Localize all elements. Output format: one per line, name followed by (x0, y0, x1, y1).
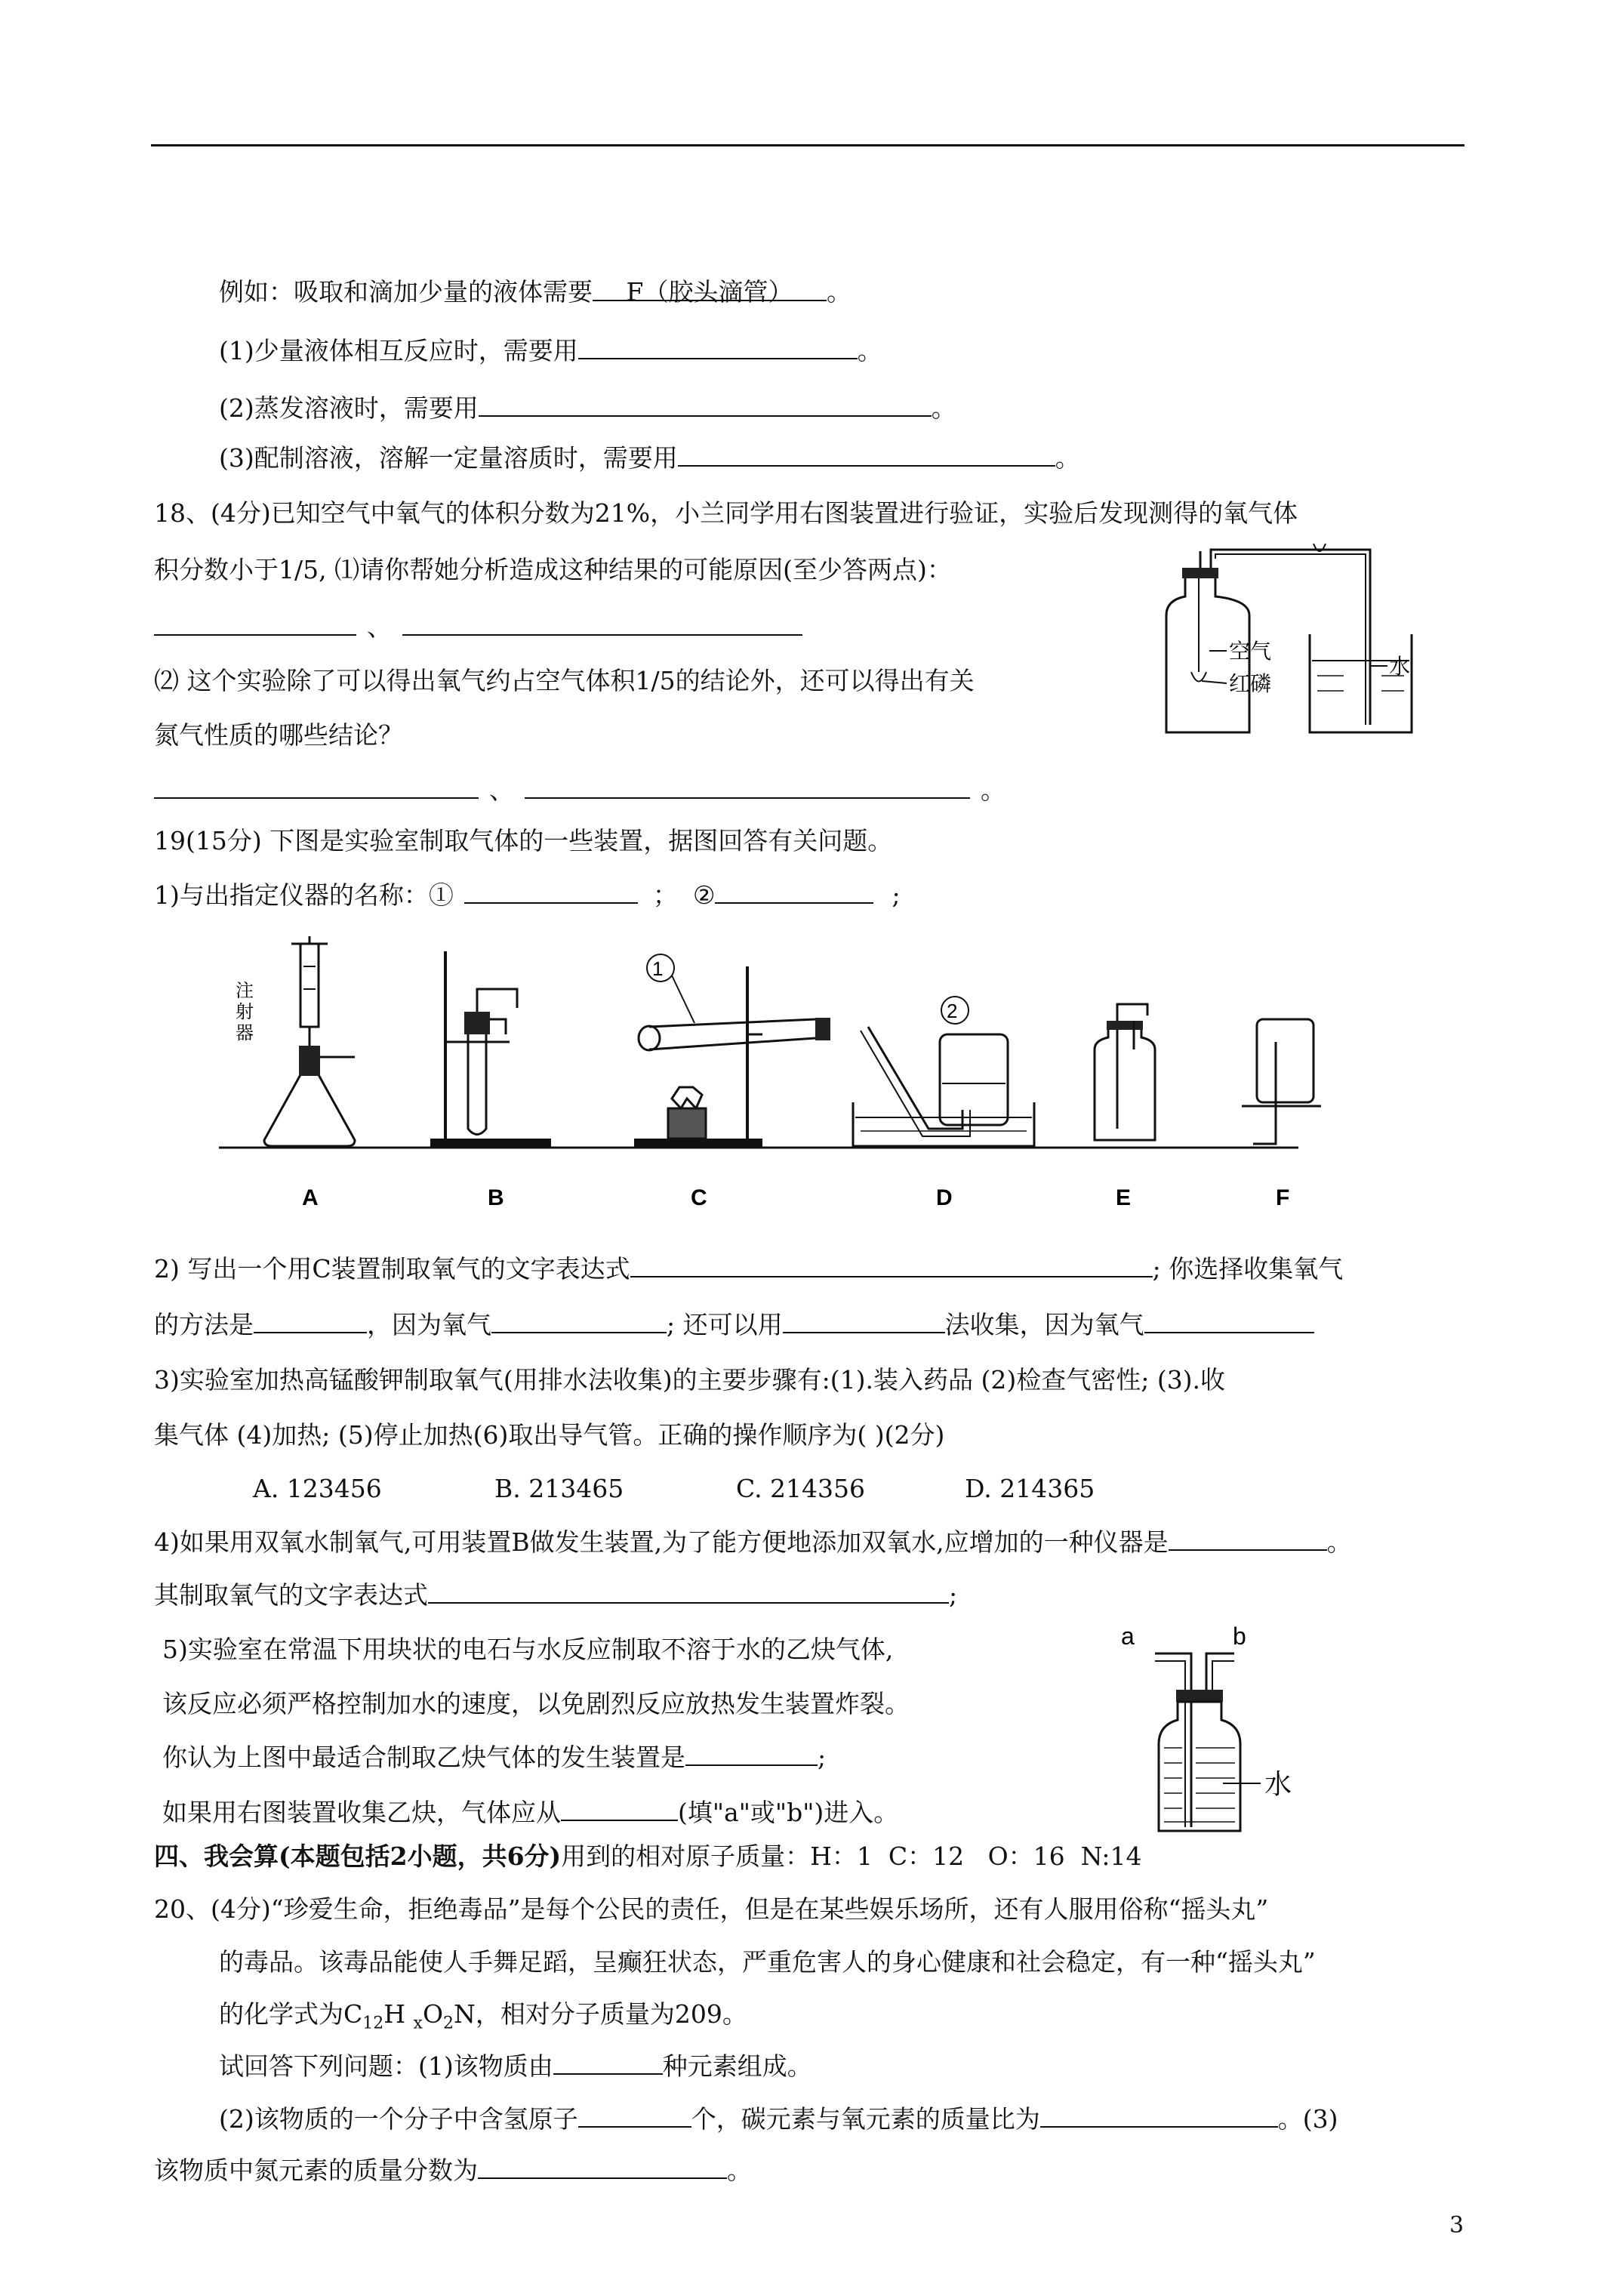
apparatus-label-F: F (1276, 1185, 1290, 1210)
q19-part2-text-c: 的方法是 (154, 1310, 254, 1339)
q20-formula-line (219, 1998, 747, 2041)
apparatus-label-A: A (302, 1185, 319, 1210)
q18-line2: 积分数小于1/5, ⑴请你帮她分析造成这种结果的可能原因(至少答两点)： (154, 555, 952, 584)
q19-option-b: B. 213465 (494, 1474, 624, 1503)
q18-sep2: 、 (489, 775, 514, 805)
q19-part2-line1 (154, 1252, 1343, 1286)
q17-example-end: 。 (827, 277, 852, 307)
q18-line4: ⑵ 这个实验除了可以得出氧气约占空气体积1/5的结论外，还可以得出有关 (154, 666, 975, 695)
apparatus-F (1242, 1019, 1321, 1210)
q19-part5-text-c: 你认为上图中最适合制取乙炔气体的发生装置是 (162, 1743, 685, 1772)
q19-option-c: C. 214356 (736, 1474, 866, 1503)
q18-end: 。 (981, 775, 1006, 805)
q18-conclusion2-blank[interactable] (525, 773, 970, 799)
q19-part2-line2 (154, 1308, 1314, 1342)
q19-part1-end: ; (892, 880, 901, 910)
section4-heading-line (154, 1840, 1141, 1873)
q19-extra-instrument-blank[interactable] (1169, 1525, 1327, 1551)
q19-part4-line1 (154, 1525, 1352, 1559)
q19-collection-bottle-figure (1117, 1616, 1313, 1835)
q17-item3-end: 。 (1055, 443, 1080, 473)
q18-fig-air-label: 空气 (1229, 639, 1272, 663)
q19-part2-text-b: ; 你选择收集氧气 (1152, 1254, 1344, 1284)
q19-part3-line1: 3)实验室加热高锰酸钾制取氧气(用排水法收集)的主要步骤有:(1).装入药品 (2)检查气密性; (3).收 (154, 1365, 1226, 1395)
q17-item1-blank[interactable] (578, 334, 858, 359)
q18-line1: 18、(4分)已知空气中氧气的体积分数为21%，小兰同学用右图装置进行验证，实验后发现测得的氧气体 (154, 498, 1298, 528)
q19-alt-reason-blank[interactable] (1144, 1308, 1314, 1333)
q18-apparatus-figure (1155, 544, 1480, 747)
q19-alt-method-blank[interactable] (783, 1308, 945, 1333)
apparatus-label-B: B (488, 1185, 504, 1210)
q19-method-blank[interactable] (254, 1308, 367, 1333)
section4-heading: 四、我会算(本题包括2小题，共6分) (154, 1841, 562, 1871)
q20-line6-post: 。 (727, 2156, 752, 2185)
q20-line2: 的毒品。该毒品能使人手舞足蹈，呈癫狂状态，严重危害人的身心健康和社会稳定，有一种“摇头丸” (219, 1947, 1316, 1977)
syringe-label-char2: 射 (236, 1002, 254, 1022)
q20-formula-post: N，相对分子质量为209。 (454, 1999, 747, 2029)
apparatus-B (430, 951, 551, 1210)
q19-part4-end-a: 。 (1326, 1527, 1352, 1557)
q20-line1: 20、(4分)“珍爱生命，拒绝毒品”是每个公民的责任，但是在某些娱乐场所，还有人服用俗称“摇头丸” (154, 1894, 1269, 1924)
q20-formula-text: 的化学式为C (219, 1999, 363, 2029)
q19-part2-text-e: ; 还可以用 (667, 1310, 783, 1339)
q20-x-subscript: x (413, 2014, 423, 2033)
q19-part5-text-d: 如果用右图装置收集乙炔，气体应从 (162, 1798, 561, 1827)
q17-item1-text: (1)少量液体相互反应时，需要用 (219, 336, 578, 365)
q19-part5-line2: 该反应必须严格控制加水的速度，以免剧烈反应放热发生装置炸裂。 (162, 1689, 910, 1718)
q19-part4-text-b: 其制取氧气的文字表达式 (154, 1580, 428, 1610)
q18-sep: 、 (367, 612, 392, 642)
q19-part1-sep: ； (652, 880, 678, 910)
q19-part2-text-a: 2) 写出一个用C装置制取氧气的文字表达式 (154, 1254, 630, 1284)
q18-conclusions (154, 773, 1006, 807)
q20-line6-text: 该物质中氮元素的质量分数为 (154, 2156, 478, 2185)
fig2-water-label: 水 (1264, 1768, 1292, 1799)
q19-apparatus-figure (219, 936, 1321, 1216)
apparatus-D (853, 997, 1034, 1210)
page-number: 3 (1449, 2212, 1464, 2239)
header-rule (151, 144, 1464, 146)
q17-example-text: 例如：吸取和滴加少量的液体需要 (219, 277, 593, 307)
q20-o-text: O (422, 1999, 444, 2029)
syringe-label-char1: 注 (236, 981, 254, 1001)
q19-instrument2-blank[interactable] (715, 878, 873, 904)
q19-part5-line4 (162, 1795, 898, 1829)
q19-reason-blank[interactable] (491, 1308, 667, 1333)
q19-part2-text-f: 法收集，因为氧气 (944, 1310, 1144, 1339)
q20-ratio-blank[interactable] (1040, 2102, 1278, 2128)
syringe-label-char3: 器 (236, 1023, 254, 1043)
q19-part5-line3 (162, 1740, 826, 1774)
q20-elements-blank[interactable] (553, 2049, 663, 2075)
q19-part4-line2 (154, 1578, 957, 1612)
q19-part1-text: 1)与出指定仪器的名称：① (154, 880, 454, 910)
q17-item1 (219, 334, 882, 368)
q19-instrument1-blank[interactable] (464, 878, 638, 904)
apparatus-A (236, 936, 355, 1210)
q18-fig-phosphorus-label: 红磷 (1229, 672, 1272, 695)
q20-hydrogen-blank[interactable] (578, 2102, 691, 2128)
q19-c-equation-blank[interactable] (630, 1252, 1153, 1277)
q20-line5 (219, 2102, 1338, 2136)
q19-option-a: A. 123456 (253, 1474, 382, 1503)
q17-item2-end: 。 (931, 393, 956, 423)
q20-line4-post: 种元素组成。 (662, 2051, 812, 2081)
q19-part4-text-a: 4)如果用双氧水制氧气,可用装置B做发生装置,为了能方便地添加双氧水,应增加的一种仪器是 (154, 1527, 1169, 1557)
marker-1: 1 (652, 957, 664, 980)
q20-line4 (219, 2049, 812, 2083)
q20-line4-text: 试回答下列问题：(1)该物质由 (219, 2051, 553, 2081)
q17-item2 (219, 391, 956, 425)
q19-marker2-text: ② (692, 880, 716, 910)
q19-part5-line1: 5)实验室在常温下用块状的电石与水反应制取不溶于水的乙炔气体, (162, 1635, 894, 1664)
q18-line5: 氮气性质的哪些结论？ (154, 720, 403, 750)
apparatus-C (634, 954, 830, 1210)
q18-reason1-blank[interactable] (154, 610, 356, 636)
q20-h-text: H (383, 1999, 414, 2029)
q17-item2-blank[interactable] (479, 391, 932, 417)
q20-line5-text: (2)该物质的一个分子中含氢原子 (219, 2104, 578, 2134)
q20-nitrogen-fraction-blank[interactable] (478, 2153, 727, 2179)
apparatus-label-E: E (1116, 1185, 1132, 1210)
q19-h2o2-equation-blank[interactable] (428, 1578, 949, 1604)
apparatus-label-C: C (691, 1185, 707, 1210)
apparatus-label-D: D (936, 1185, 953, 1210)
q19-acetylene-device-blank[interactable] (685, 1740, 818, 1766)
q20-c-subscript: 12 (362, 2014, 384, 2033)
q19-part2-text-d: ，因为氧气 (367, 1310, 491, 1339)
fig2-label-a: a (1121, 1623, 1135, 1650)
q19-inlet-blank[interactable] (561, 1795, 678, 1821)
q20-line5-mid: 个，碳元素与氧元素的质量比为 (691, 2104, 1040, 2134)
apparatus-E (1095, 1004, 1155, 1210)
q17-example-answer: F（胶头滴管） (593, 276, 827, 301)
q17-item1-end: 。 (857, 336, 882, 365)
q17-example (219, 276, 852, 309)
q19-part1 (154, 878, 901, 912)
q19-title: 19(15分) 下图是实验室制取气体的一些装置，据图回答有关问题。 (154, 826, 893, 855)
q18-answers (154, 610, 802, 644)
q20-o-subscript: 2 (443, 2014, 454, 2033)
q19-part4-end-b: ; (949, 1580, 958, 1610)
q17-item3-text: (3)配制溶液，溶解一定量溶质时，需要用 (219, 443, 678, 473)
q17-item2-text: (2)蒸发溶液时，需要用 (219, 393, 479, 423)
q18-conclusion1-blank[interactable] (154, 773, 479, 799)
marker-2: 2 (947, 1000, 958, 1022)
q20-line6 (154, 2153, 752, 2187)
q18-fig-water-label: 水 (1389, 655, 1411, 678)
q18-reason2-blank[interactable] (402, 610, 802, 636)
q19-part5-end-c: ; (818, 1743, 827, 1772)
q17-item3-blank[interactable] (678, 441, 1055, 467)
q19-part5-end-d: (填"a"或"b")进入。 (678, 1798, 899, 1827)
fig2-label-b: b (1233, 1623, 1246, 1650)
q19-part3-line2: 集气体 (4)加热; (5)停止加热(6)取出导气管。正确的操作顺序为( )(2分) (154, 1420, 945, 1450)
q20-line5-post: 。(3) (1277, 2104, 1338, 2134)
q17-item3 (219, 441, 1080, 475)
section4-atomic-masses: 用到的相对原子质量：H：1 C：12 O：16 N:14 (561, 1841, 1142, 1871)
q19-option-d: D. 214365 (965, 1474, 1095, 1503)
